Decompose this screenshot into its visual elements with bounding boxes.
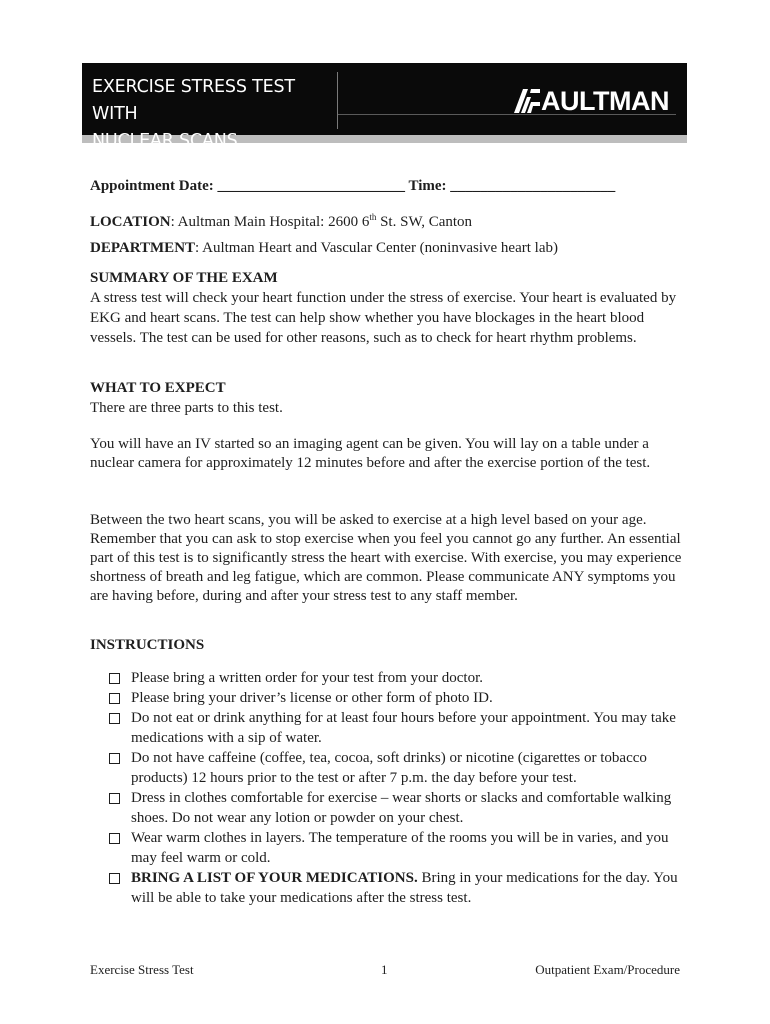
instruction-text: Please bring your driver’s license or other form of photo ID. (131, 690, 493, 706)
expect-paragraph-iv: You will have an IV started so an imaging agent can be given. You will lay on a table under a nuclear camera for approximately 12 minutes before and after the exercise portion of the test. (90, 436, 651, 471)
department-label: DEPARTMENT (90, 240, 196, 256)
instruction-item (107, 828, 687, 868)
instruction-item (107, 788, 687, 828)
page-number: 1 (381, 962, 388, 977)
appointment-date-label: Appointment Date: (90, 178, 214, 194)
location-ordinal-suffix: th (369, 212, 377, 222)
checkbox-icon[interactable] (109, 753, 120, 764)
appointment-time-label: Time: (408, 178, 447, 194)
footer-left: Exercise Stress Test (90, 962, 194, 977)
brand-name: AULTMAN (541, 86, 669, 116)
location-value: : Aultman Main Hospital: 2600 6 (170, 214, 370, 230)
expect-heading: WHAT TO EXPECT (90, 380, 226, 396)
appointment-date-blank[interactable]: _________________________ (217, 178, 405, 194)
instruction-text: BRING A LIST OF YOUR MEDICATIONS. Bring in your medications for the day. You will be able to take your medications after the stress test. (131, 870, 678, 906)
checkbox-icon[interactable] (109, 713, 120, 724)
department-line (90, 238, 558, 258)
header-divider-vertical (337, 72, 338, 129)
instruction-item (107, 868, 687, 908)
document-title-line2: NUCLEAR SCANS (92, 131, 238, 151)
expect-paragraph-exercise: Between the two heart scans, you will be asked to exercise at a high level based on your age. Remember that you can ask to stop exercise when you feel you cannot go any further. An essential part of this test is to significantly stress the heart with exercise. With exercise, you may experience shortness of breath and leg fatigue, which are common. Please communicate ANY symptoms you are having before, during and after your stress test to any staff member. (90, 512, 682, 604)
document-title (92, 74, 332, 155)
brand-logo (514, 84, 669, 118)
checkbox-icon[interactable] (109, 693, 120, 704)
appointment-line (90, 176, 615, 196)
expect-intro: There are three parts to this test. (90, 400, 283, 416)
location-line (90, 207, 472, 232)
instruction-text: Do not eat or drink anything for at least four hours before your appointment. You may take medications with a sip of water. (131, 710, 676, 746)
document-title-line1: EXERCISE STRESS TEST WITH (92, 77, 295, 124)
location-value-end: St. SW, Canton (376, 214, 473, 230)
instruction-text: Wear warm clothes in layers. The temperature of the rooms you will be in varies, and you may feel warm or cold. (131, 830, 669, 866)
checkbox-icon[interactable] (109, 673, 120, 684)
instruction-item (107, 748, 687, 788)
instruction-text: Dress in clothes comfortable for exercise – wear shorts or slacks and comfortable walking shoes. Do not wear any lotion or powder on your chest. (131, 790, 672, 826)
location-label: LOCATION (90, 214, 171, 230)
checkbox-icon[interactable] (109, 793, 120, 804)
department-value: : Aultman Heart and Vascular Center (noninvasive heart lab) (195, 240, 558, 256)
instruction-text: Do not have caffeine (coffee, tea, cocoa, soft drinks) or nicotine (cigarettes or tobacco products) 12 hours prior to the test or after 7 p.m. the day before your test. (131, 750, 647, 786)
instruction-item (107, 708, 687, 748)
instructions-checklist (107, 668, 687, 908)
summary-body: A stress test will check your heart function under the stress of exercise. Your heart is evaluated by EKG and heart scans. The test can help show whether you have blockages in the heart blood vessels. The test can be used for other reasons, such as to check for heart rhythm problems. (90, 290, 677, 346)
instruction-text: Please bring a written order for your test from your doctor. (131, 670, 483, 686)
instruction-item (107, 668, 687, 688)
checkbox-icon[interactable] (109, 873, 120, 884)
instruction-item (107, 688, 687, 708)
aultman-logo-icon (514, 89, 540, 113)
appointment-time-blank[interactable]: ______________________ (450, 178, 616, 194)
summary-heading: SUMMARY OF THE EXAM (90, 270, 278, 286)
footer-right: Outpatient Exam/Procedure (535, 962, 680, 977)
checkbox-icon[interactable] (109, 833, 120, 844)
instructions-heading: INSTRUCTIONS (90, 637, 205, 653)
